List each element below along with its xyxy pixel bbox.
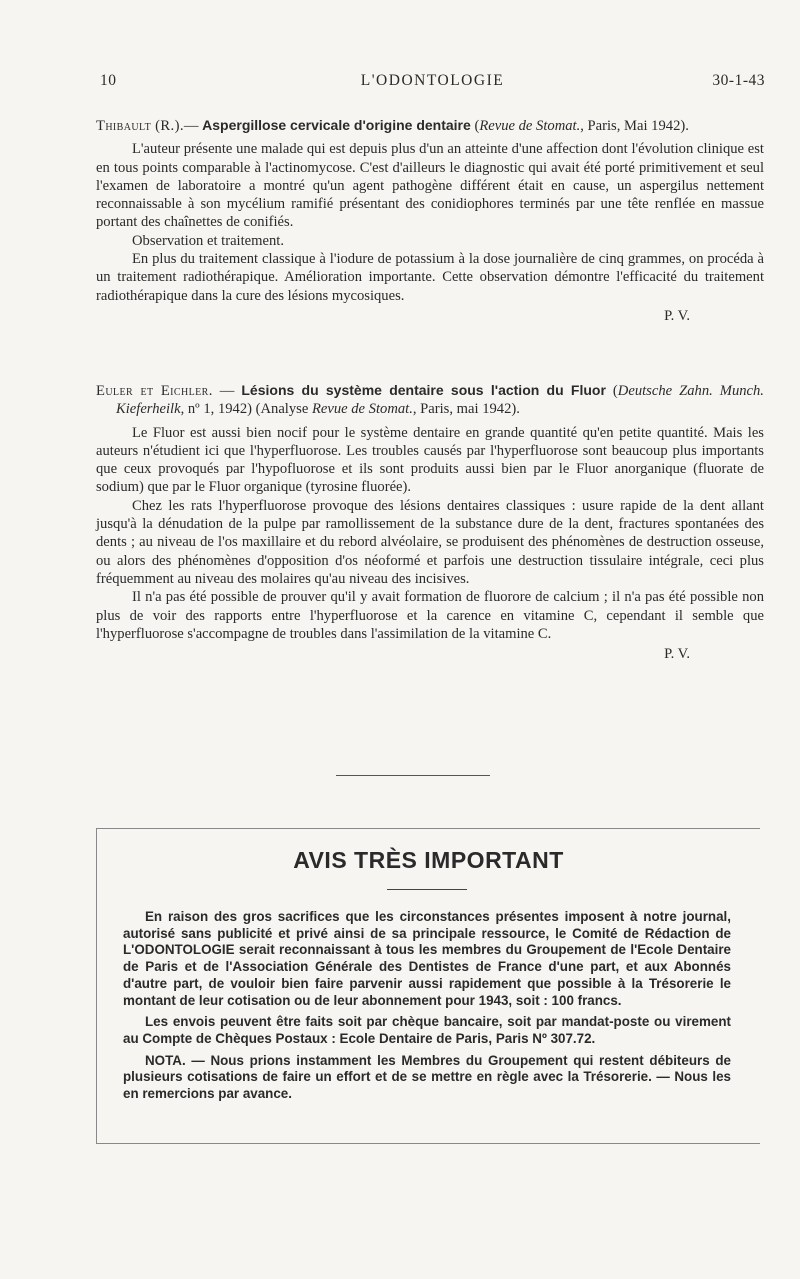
article-citation xyxy=(96,381,764,419)
source-details: , Paris, Mai 1942). xyxy=(580,118,689,134)
article-title: Lésions du système dentaire sous l'action du Fluor xyxy=(241,382,606,398)
notice-body xyxy=(123,909,731,1108)
paragraph: Il n'a pas été possible de prouver qu'il y avait formation de fluorore de calcium ; il n'a pas été possible non plus de voir des rapports entre l'hyperfluorose et la carence en vitamine C, cependant il semble que l'hyperfluorose s'accompagne de troubles dans l'assimilation de la vitamine C. xyxy=(96,589,764,642)
notice-title-rule xyxy=(387,889,467,890)
paragraph: Observation et traitement. xyxy=(132,232,284,249)
signature: P. V. xyxy=(664,646,690,663)
article-fluor xyxy=(96,381,764,663)
citation-dash: — xyxy=(219,383,235,399)
notice-title: AVIS TRÈS IMPORTANT xyxy=(293,847,564,873)
signature: P. V. xyxy=(664,307,690,324)
page-number: 10 xyxy=(100,72,117,89)
article-title: Aspergillose cervicale d'origine dentaire xyxy=(202,117,471,133)
notice-paragraph: NOTA. — Nous prions instamment les Membres du Groupement qui restent débiteurs de plusieurs cotisations de faire un effort et de se mettre en règle avec la Trésorerie. — Nous les en remercions par avance. xyxy=(123,1052,731,1102)
paragraph: L'auteur présente une malade qui est depuis plus d'un an atteinte d'une affection dont l'évolution clinique est en tous points comparable à l'actinomycose. C'est d'ailleurs le diagnostic qui avait été porté primitivement et seul l'examen de laboratoire a montré qu'un agent pathogène différent était en cause, un aspergilus nettement reconnaissable à son mycélium ramifié présentant des conidiophores terminés par une tête renflée en massue portant des chaînettes de conifiés. xyxy=(96,141,764,231)
notice-paragraph: Les envois peuvent être faits soit par chèque bancaire, soit par mandat-poste ou virement au Compte de Chèques Postaux : Ecole Dentaire de Paris, Paris Nº 307.72. xyxy=(123,1014,731,1046)
analysis-journal: Revue de Stomat. xyxy=(311,401,413,418)
notice-box xyxy=(96,828,760,1144)
notice-paragraph: En raison des gros sacrifices que les circonstances présentes imposent à notre journal, autorisé sans publicité et privé ainsi de sa principale ressource, le Comité de Rédaction de L'ODONTOLOGIE serait reconnaissant à tous les membres du Groupement de l'Ecole Dentaire de Paris et de l'Association Générale des Dentistes de France d'une part, et aux Abonnés d'autre part, de vouloir bien faire parvenir aussi rapidement que possible à la Trésorerie le montant de leur cotisation ou de leur abonnement pour 1943, soit : 100 francs. xyxy=(123,909,731,1008)
article-aspergillose xyxy=(96,116,764,325)
paragraph: Le Fluor est aussi bien nocif pour le système dentaire en grande quantité qu'en petite quantité. Mais les auteurs n'étudient ici que l'hyperfluorose. Les troubles causés par l'hyperfluorose sont beaucoup plus importants que ceux provoqués par l'hypofluorose et ils sont produits aussi bien par le Fluor anorganique (fluorate de sodium) que par le Fluor organique (tyrosine fluorée). xyxy=(96,424,764,496)
running-header xyxy=(100,72,765,92)
citation-paren: ( xyxy=(612,383,618,399)
journal-title: L'ODONTOLOGIE xyxy=(360,72,505,89)
source-details: , nº 1, 1942) (Analyse xyxy=(180,401,312,418)
paragraph: En plus du traitement classique à l'iodure de potassium à la dose journalière de cinq grammes, on procéda à un traitement radiothérapique. Amélioration importante. Cette observation démontre l'efficacité du traitement radiothérapique dans la cure des lésions mycosiques. xyxy=(96,251,764,304)
issue-date: 30-1-43 xyxy=(712,72,765,89)
paragraph: Chez les rats l'hyperfluorose provoque des lésions dentaires classiques : usure rapide de la dent allant jusqu'à la dénudation de la pulpe par ramollissement de la substance dure de la dent, fractures spontanées des dents ; au niveau de l'os maxillaire et du rebord alvéolaire, se produisent des phénomènes de destruction osseuse, ou alors des phénomènes d'opposition d'os néoformé et parfois une destruction tissulaire intégrale, ceci plus fréquemment au niveau des molaires qu'au niveau des incisives. xyxy=(96,497,764,587)
article-citation xyxy=(96,116,764,135)
source-journal: Revue de Stomat. xyxy=(479,118,581,134)
citation-dash: — xyxy=(183,118,199,134)
source-journal: Deutsche Zahn. Munch. Kieferheilk xyxy=(116,383,764,418)
analysis-details: , Paris, mai 1942). xyxy=(412,401,520,418)
citation-paren: ( xyxy=(474,118,480,134)
article-author: Thibault (R.). xyxy=(96,118,184,134)
section-divider xyxy=(336,775,490,776)
article-author: Euler et Eichler. xyxy=(96,383,213,399)
